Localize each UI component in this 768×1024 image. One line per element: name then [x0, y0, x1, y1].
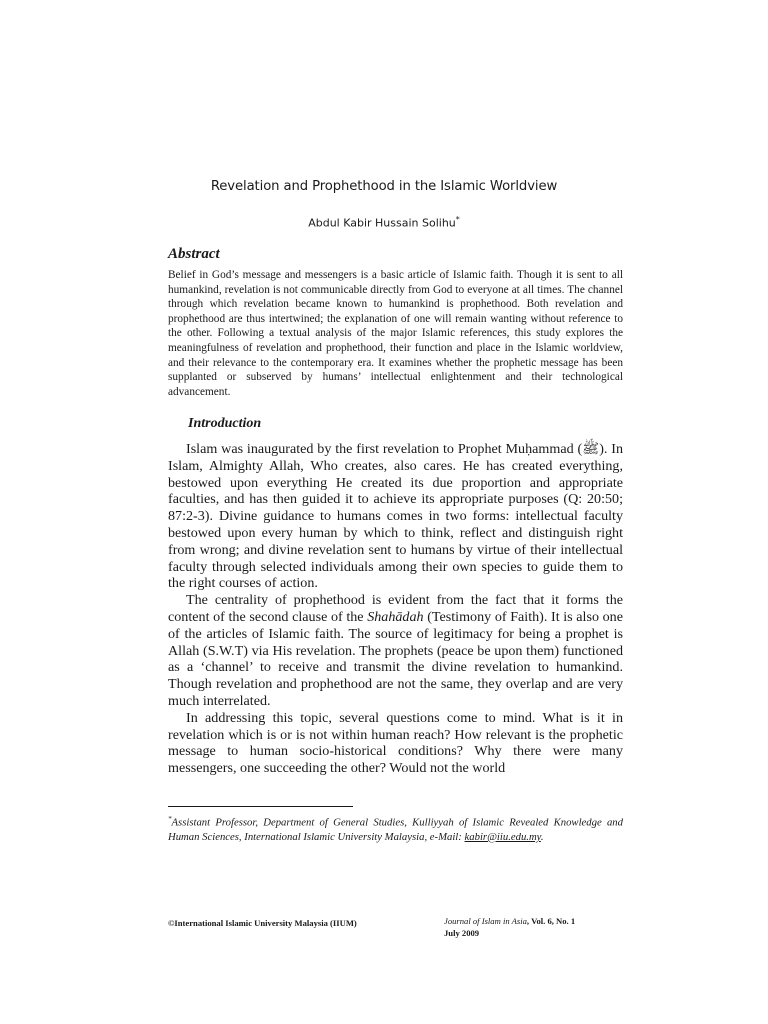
intro-paragraph-1: Islam was inaugurated by the first revelation to Prophet Muḥammad (ﷺ). In Islam, Almighty Allah, Who creates, also cares. He has created everything, bestowed upon everything He created its due proportion and appropriate faculties, and has then guided it to achieve its appropriate purposes (Q: 20:50; 87:2-3). Divine guidance to humans comes in two forms: intellectual faculty bestowed upon every human by which to think, reflect and distinguish right from wrong; and divine revelation sent to humans by virtue of their intellectual faculty through selected individuals among their own species to guide them to the right courses of action. [168, 441, 623, 592]
abstract-heading: Abstract [168, 246, 220, 262]
footnote-divider [168, 806, 353, 807]
footnote-marker: * [168, 815, 172, 823]
intro-paragraph-3: In addressing this topic, several questions come to mind. What is it in revelation which is or is not within human reach? How relevant is the prophetic message to human socio-historical conditions? Why there were many messengers, one succeeding the other? Would not the world [168, 709, 623, 777]
abstract-body: Belief in God’s message and messengers is a basic article of Islamic faith. Though it is sent to all humankind, revelation is not communicable directly from God to everyone at all times. The channel through which revelation became known to humankind is prophethood. Both revelation and prophethood are thus intertwined; the explanation of one will remain wanting without reference to the other. Following a textual analysis of the major Islamic references, this study explores the meaningfulness of revelation and prophethood, their function and place in the Islamic worldview, and their relevance to the contemporary era. It examines whether the prophetic message has been supplanted or subserved by humans’ intellectual enlightenment and their technological advancement. [168, 269, 623, 398]
author-footnote-marker: * [455, 215, 460, 224]
author-line [0, 215, 768, 230]
journal-volume: , Vol. 6, No. 1 [526, 916, 576, 926]
copyright-footer: ©International Islamic University Malaysia (IIUM) [168, 918, 357, 928]
footnote-text: Assistant Professor, Department of General Studies, Kulliyyah of Islamic Revealed Knowledge and Human Sciences, International Islamic University Malaysia, e-Mail: [168, 816, 623, 843]
footnote [168, 812, 623, 844]
introduction-body [168, 441, 623, 777]
author-name: Abdul Kabir Hussain Solihu [308, 216, 456, 230]
introduction-heading: Introduction [188, 416, 262, 431]
footnote-email-link[interactable]: kabir@iiu.edu.my [464, 830, 541, 843]
intro-paragraph-2-end: (Testimony of Faith). It is also one of the articles of Islamic faith. The source of legitimacy for being a prophet is Allah (S.W.T) via His revelation. The prophets (peace be upon them) functioned as a ‘channel’ to receive and transmit the divine revelation to humankind. Though revelation and prophethood are not the same, they overlap and are very much interrelated. [168, 608, 623, 709]
journal-footer [444, 915, 575, 939]
journal-citation [444, 915, 575, 927]
footnote-end: . [540, 830, 544, 843]
paper-title: Revelation and Prophethood in the Islamic Worldview [210, 179, 558, 194]
intro-paragraph-2-start: The centrality of prophethood is evident from the fact that it forms the content of the second clause of the [168, 592, 623, 625]
journal-name: Journal of Islam in Asia [444, 916, 527, 926]
intro-paragraph-2 [168, 592, 623, 710]
shahadah-term: Shahādah [367, 608, 424, 625]
journal-date: July 2009 [444, 928, 480, 938]
